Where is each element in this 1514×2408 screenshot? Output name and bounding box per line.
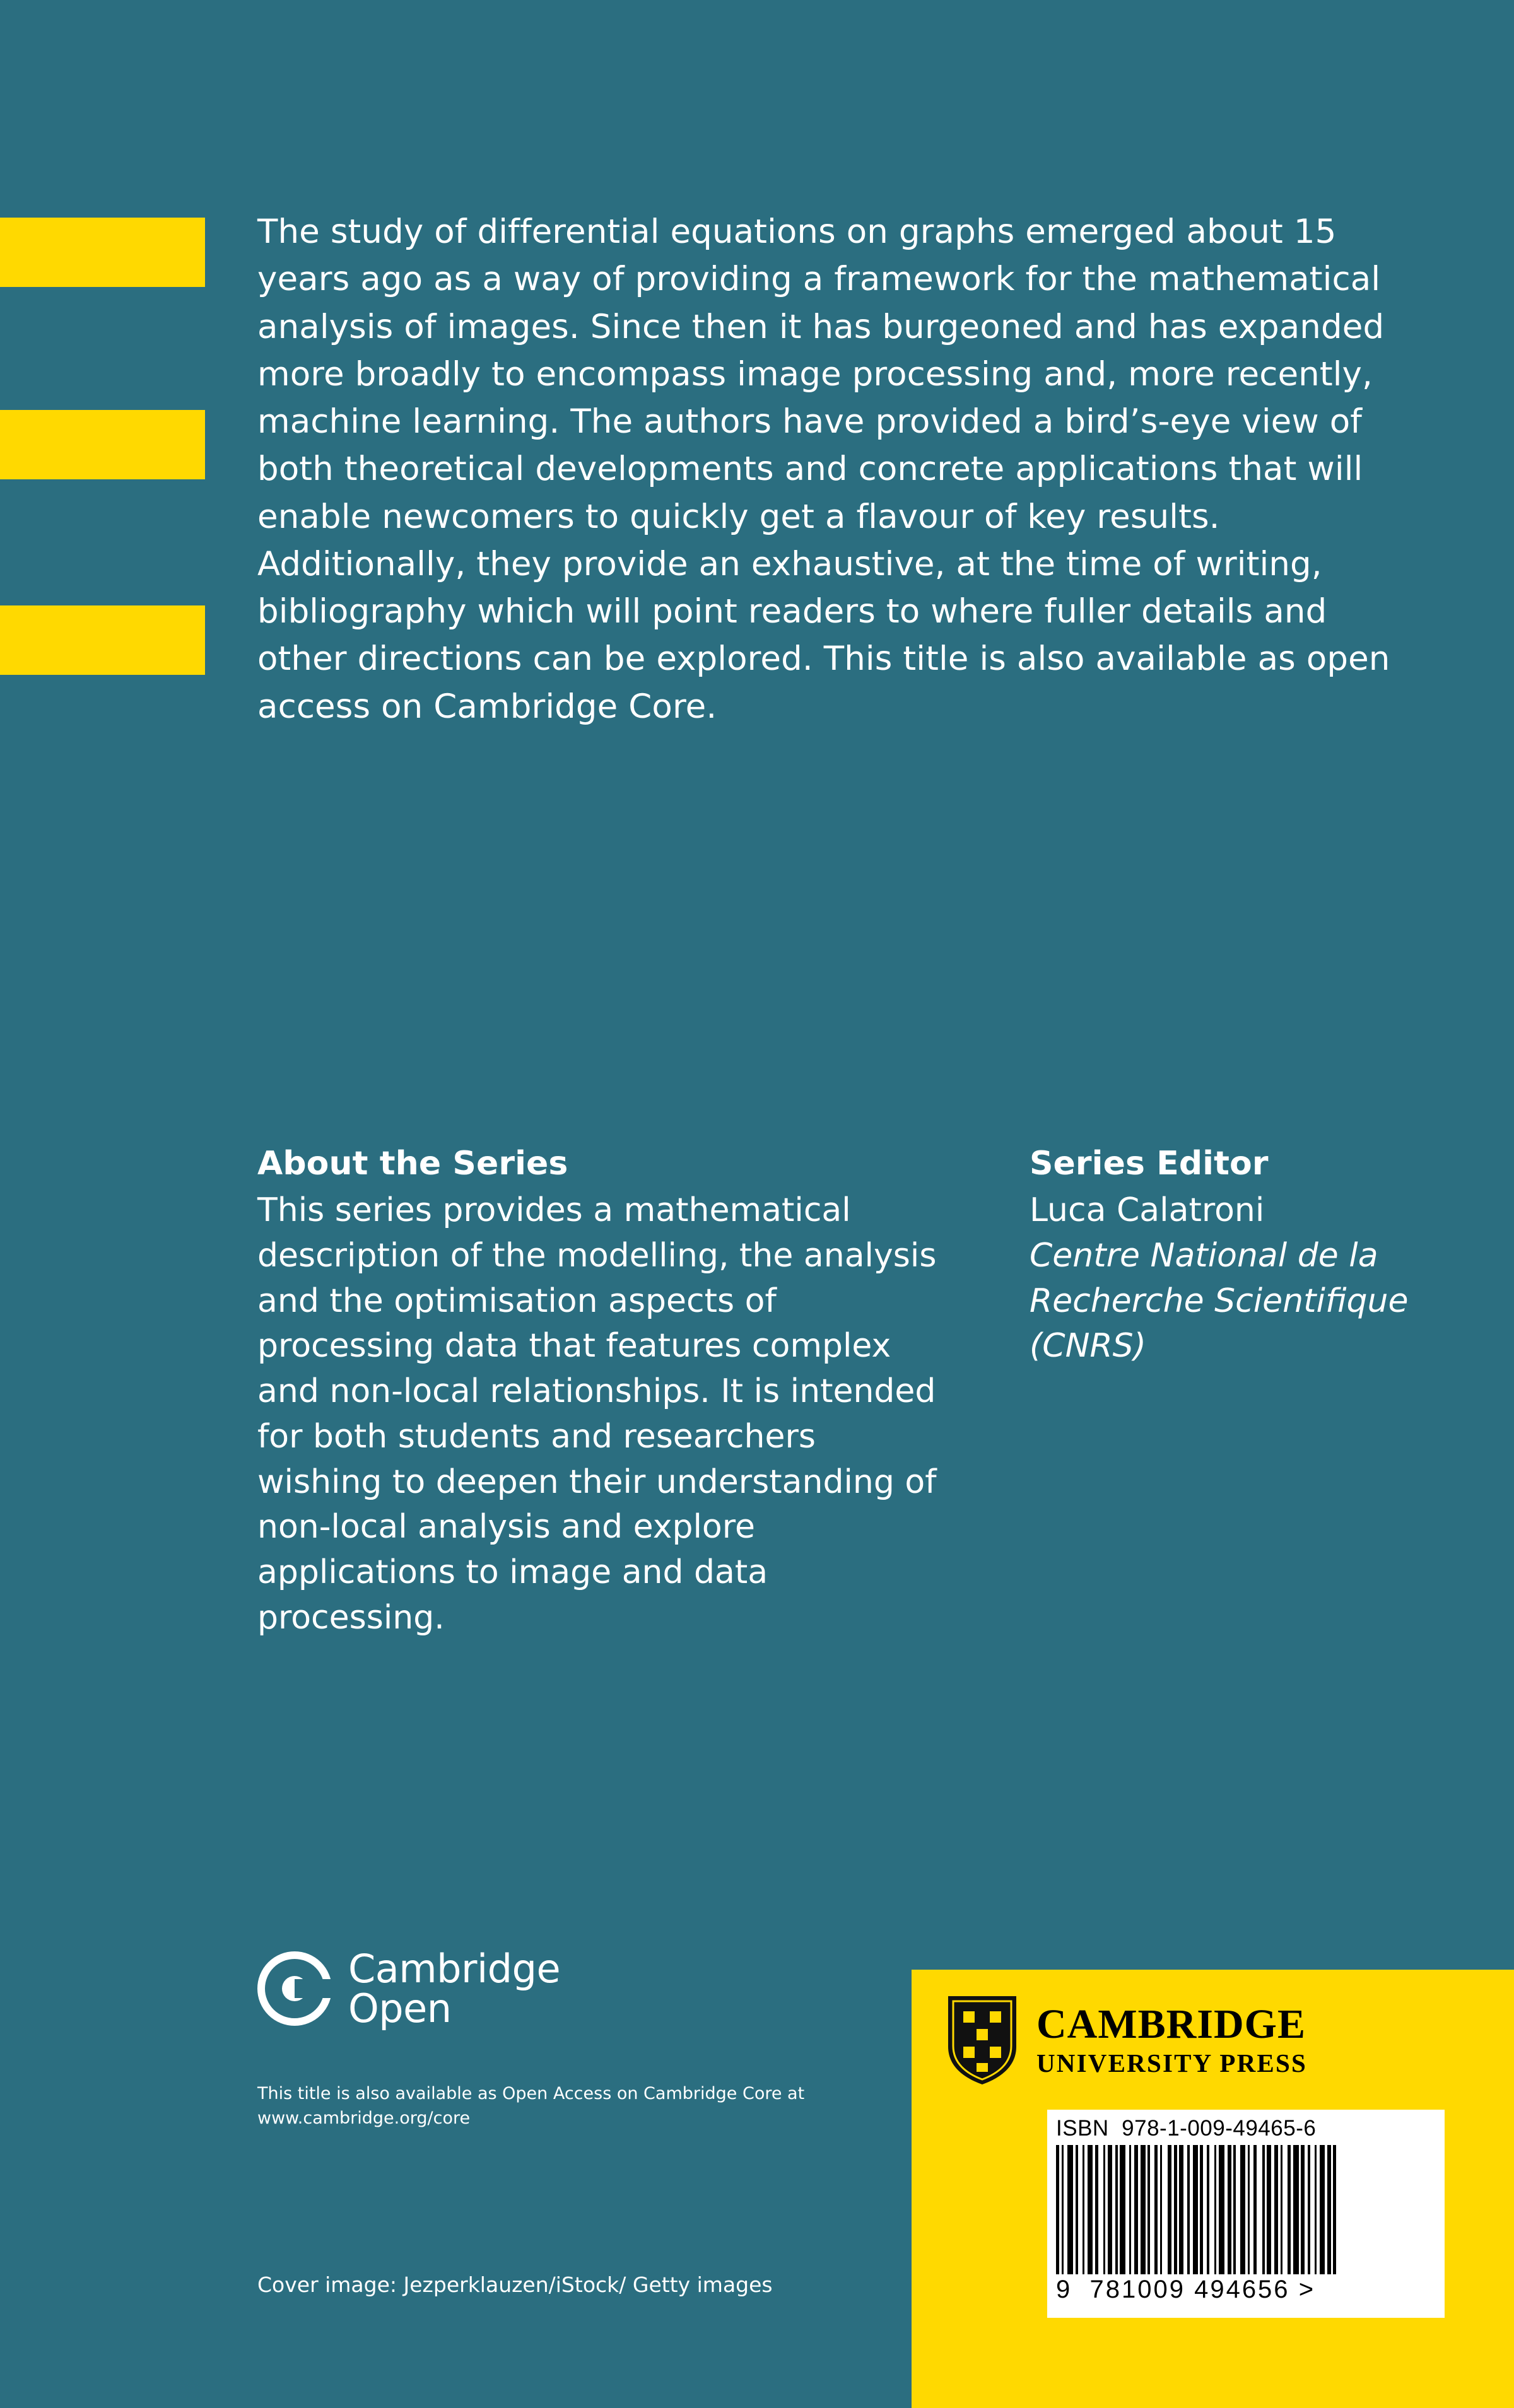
back-cover-blurb: The study of differential equations on graphs emerged about 15 years ago as a way of providing a framework for the mathematical analysis of images. Since then it has burgeoned and has expanded more broadly to encompass image processing and, more recently, machine learning. The authors have provided a bird’s-eye view of both theoretical developments and concrete applications that will enable newcomers to quickly get a flavour of key results. Additionally, they provide an exhaustive, at the time of writing, bibliography which will point readers to where fuller details and other directions can be explored. This title is also available as open access on Cambridge Core. [257, 213, 1390, 726]
publisher-wordmark-line1: CAMBRIDGE [1036, 2001, 1306, 2047]
cambridge-crest-icon [944, 1992, 1020, 2087]
isbn-barcode [1047, 2110, 1445, 2318]
isbn-text [1056, 2116, 1436, 2141]
barcode-digit-left: 9 [1056, 2276, 1072, 2303]
barcode-bars [1056, 2145, 1436, 2274]
barcode-digit-main: 781009 494656 [1089, 2276, 1290, 2303]
publisher-panel [912, 1970, 1514, 2408]
isbn-number: 978-1-009-49465-6 [1122, 2116, 1317, 2141]
series-editor-affiliation: Centre National de la Recherche Scientifique (CNRS) [1030, 1236, 1409, 1365]
about-the-series-text: This series provides a mathematical description of the modelling, the analysis and the optimisation aspects of processing data that features complex and non-local relationships. It is intended for both students and researchers wishing to deepen their understanding of non-local analysis and explore applications to image and data processing. [257, 1191, 937, 1637]
cambridge-open-wordmark-line1: Cambridge [348, 1946, 561, 1992]
publisher-wordmark-line2: UNIVERSITY PRESS [1036, 2048, 1307, 2078]
open-access-note: This title is also available as Open Access on Cambridge Core at www.cambridge.org/core [257, 2084, 805, 2129]
cambridge-open-wordmark [348, 1946, 561, 2032]
cambridge-open-wordmark-line2: Open [348, 1985, 452, 2032]
barcode-digits [1056, 2276, 1436, 2304]
accent-tab-2 [0, 410, 205, 479]
series-editor-name: Luca Calatroni [1030, 1191, 1265, 1230]
accent-tab-3 [0, 605, 205, 675]
about-the-series-heading: About the Series [257, 1145, 568, 1183]
barcode-digit-right: > [1298, 2276, 1316, 2303]
series-editor-heading: Series Editor [1030, 1145, 1269, 1183]
isbn-label: ISBN [1056, 2116, 1109, 2141]
about-the-series-block [257, 1142, 945, 1641]
cover-image-credit: Cover image: Jezperklauzen/iStock/ Getty images [257, 2272, 773, 2297]
accent-tab-1 [0, 218, 205, 287]
publisher-logo [912, 1970, 1514, 2087]
series-editor-block [1030, 1142, 1471, 1369]
cambridge-open-logo [257, 1946, 561, 2032]
cambridge-open-mark-icon [257, 1951, 332, 2026]
publisher-wordmark [1036, 2001, 1307, 2078]
